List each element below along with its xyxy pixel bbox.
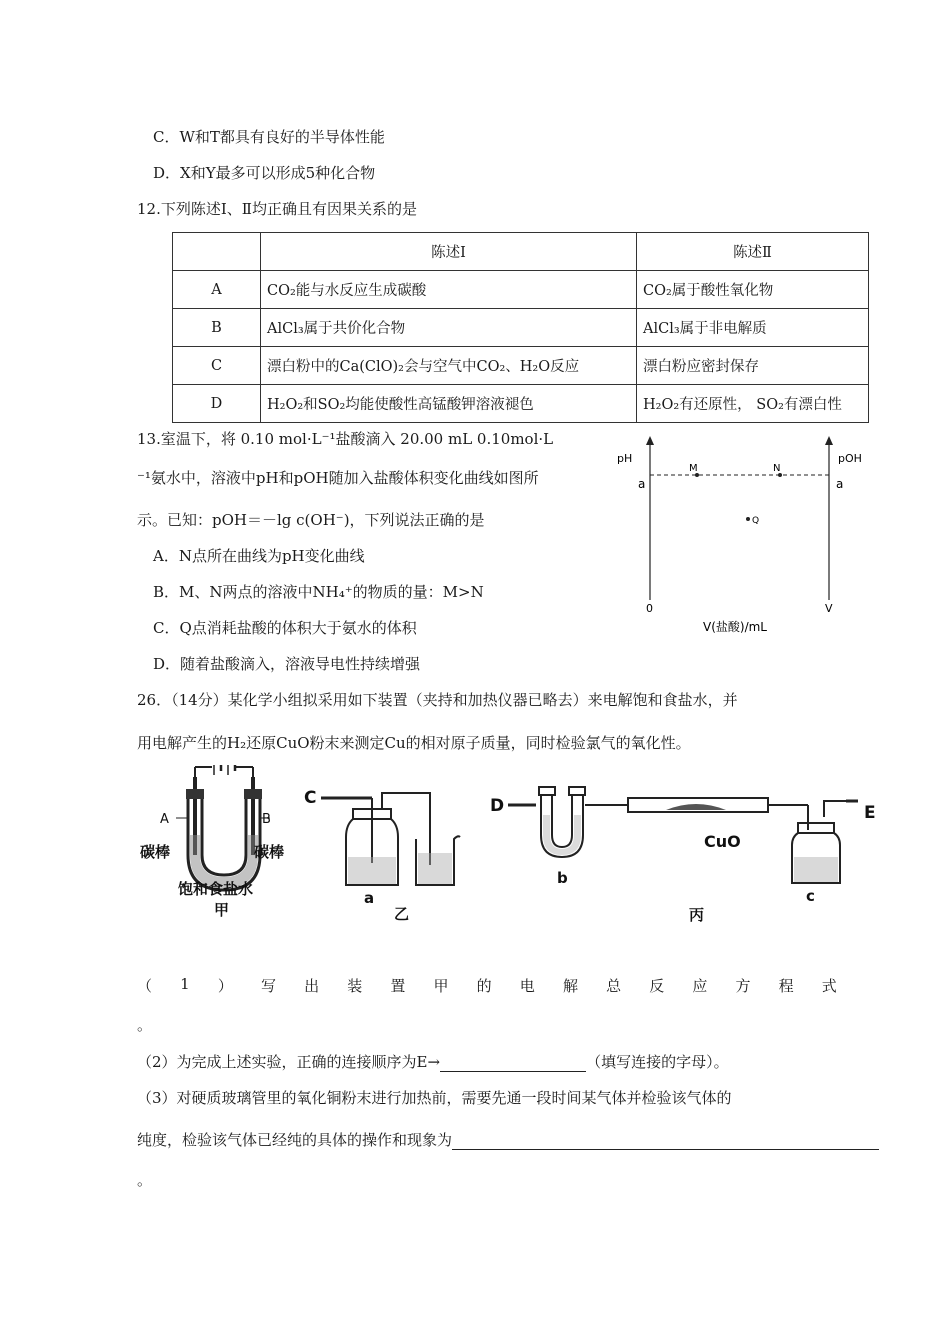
row-key: C [173,347,261,385]
label-d-inlet: D [490,796,505,816]
row-key: B [173,309,261,347]
q13-option-a: A．N点所在曲线为pH变化曲线 [153,547,365,565]
part3-prompt: 纯度，检验该气体已经纯的具体的操作和现象为 [137,1131,453,1149]
label-carbon-rod-right: 碳棒 [254,843,285,861]
row-statement-2: 漂白粉应密封保存 [637,347,869,385]
part1-char: 方 [735,977,751,995]
label-bing: 丙 [689,906,705,924]
part1-char: 总 [606,977,622,995]
x-axis-label: V(盐酸)/mL [703,620,767,634]
q11-option-d: D．X和Y最多可以形成5种化合物 [153,164,376,182]
part2-hint: （填写连接的字母）。 [586,1053,729,1071]
q26-part3-end: 。 [137,1171,153,1189]
part1-char: 程 [778,977,794,995]
part1-char: 甲 [433,977,449,995]
q12-stem: 12.下列陈述Ⅰ、Ⅱ均正确且有因果关系的是 [137,200,417,218]
part1-char: 解 [562,977,578,995]
q26-part1-line [137,975,837,996]
label-b: B [262,812,271,827]
x-end-label: V [825,602,833,615]
q26-part2-line [137,1052,729,1072]
label-saturated-brine: 饱和食盐水 [178,880,254,898]
label-cuo: CuO [704,832,741,851]
part1-char: 写 [260,977,276,995]
q26-part3-line-2 [137,1130,879,1150]
label-b-tube: b [557,869,568,887]
label-a-bottle: a [364,889,375,907]
part1-char: 反 [649,977,665,995]
table-row [173,385,869,423]
q13-stem-line-1: 13.室温下，将 0.10 mol·L⁻¹盐酸滴入 20.00 mL 0.10mol·L [137,430,554,448]
row-statement-2: CO₂属于酸性氧化物 [637,271,869,309]
row-key: D [173,385,261,423]
q26-apparatus-figure [136,765,880,925]
header-cell-statement-1: 陈述Ⅰ [261,233,637,271]
a-right-label: a [836,477,844,491]
row-statement-2: H₂O₂有还原性， SO₂有漂白性 [637,385,869,423]
y-left-label: pH [617,452,633,465]
answer-blank-purity-test[interactable] [452,1131,879,1150]
label-c-bottle: c [806,887,815,905]
row-statement-1: 漂白粉中的Ca(ClO)₂会与空气中CO₂、H₂O反应 [261,347,637,385]
label-a: A [160,812,169,827]
q12-table [172,232,869,423]
point-n-label: N [773,463,781,474]
label-carbon-rod-left: 碳棒 [140,843,171,861]
a-left-label: a [638,477,646,491]
row-key: A [173,271,261,309]
header-cell-statement-2: 陈述Ⅱ [637,233,869,271]
part1-char: 式 [821,977,837,995]
table-header-row [173,233,869,271]
q13-option-d: D．随着盐酸滴入，溶液导电性持续增强 [153,655,421,673]
q13-option-c: C．Q点消耗盐酸的体积大于氨水的体积 [153,619,417,637]
part1-char: 的 [476,977,492,995]
label-yi: 乙 [394,905,410,923]
q26-stem-line-1: 26．（14分）某化学小组拟采用如下装置（夹持和加热仪器已略去）来电解饱和食盐水，并 [137,691,738,709]
row-statement-2: AlCl₃属于非电解质 [637,309,869,347]
q11-option-c: C．W和T都具有良好的半导体性能 [153,128,385,146]
part1-char: （ [137,977,153,995]
q26-stem-line-2: 用电解产生的H₂还原CuO粉末来测定Cu的相对原子质量，同时检验氯气的氧化性。 [137,734,691,752]
q13-option-b: B．M、N两点的溶液中NH₄⁺的物质的量：M>N [153,583,484,601]
q13-stem-line-2: ⁻¹氨水中，溶液中pH和pOH随加入盐酸体积变化曲线如图所 [137,469,539,487]
answer-blank-connection-order[interactable] [440,1053,586,1072]
part1-char: 应 [692,977,708,995]
point-q-dot [746,517,750,521]
q26-part1-end: 。 [137,1016,153,1034]
part1-char: 电 [519,977,535,995]
label-jia: 甲 [214,901,230,919]
q13-ph-poh-graph [605,432,875,642]
y-right-label: pOH [838,452,862,465]
table-row [173,347,869,385]
q26-part3-line-1: （3）对硬质玻璃管里的氧化铜粉末进行加热前，需要先通一段时间某气体并检验该气体的 [137,1089,732,1107]
part2-prompt: （2）为完成上述实验，正确的连接顺序为E→ [137,1053,441,1071]
part1-char: 1 [180,975,190,993]
part1-char: 出 [304,977,320,995]
part1-char: 装 [347,977,363,995]
point-q-label: Q [752,516,760,526]
part1-char: ） [217,977,233,995]
part1-char: 置 [390,977,406,995]
label-c-inlet: C [304,788,317,808]
table-row [173,309,869,347]
point-m-label: M [689,463,698,474]
header-cell-empty [173,233,261,271]
row-statement-1: H₂O₂和SO₂均能使酸性高锰酸钾溶液褪色 [261,385,637,423]
row-statement-1: AlCl₃属于共价化合物 [261,309,637,347]
label-e-outlet: E [864,803,876,823]
q13-stem-line-3: 示。已知：pOH＝－lg c(OH⁻)，下列说法正确的是 [137,511,485,529]
table-row [173,271,869,309]
row-statement-1: CO₂能与水反应生成碳酸 [261,271,637,309]
x-origin-label: 0 [646,602,653,615]
